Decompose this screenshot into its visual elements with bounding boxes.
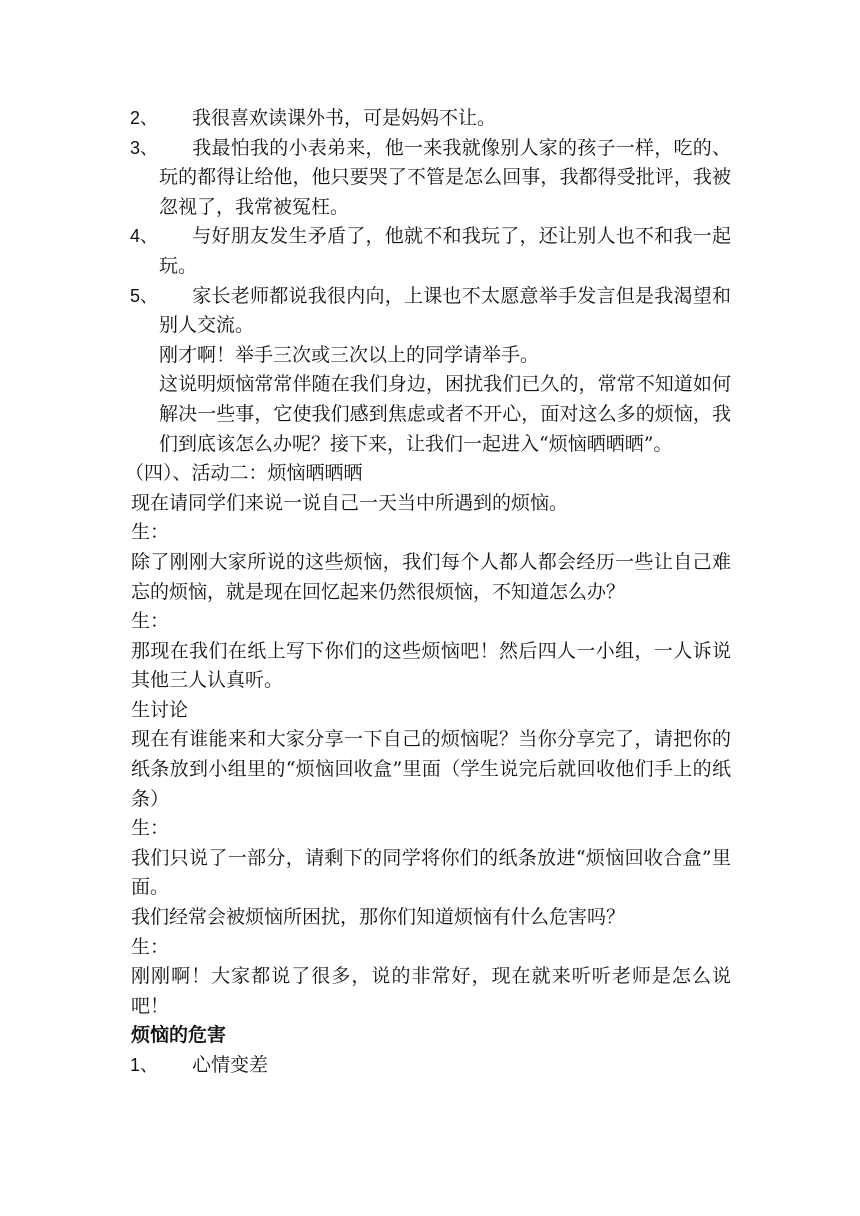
paragraph: 这说明烦恼常常伴随在我们身边，困扰我们已久的，常常不知道如何解决一些事，它使我们感到焦虑或者不开心，面对这么多的烦恼，我们到底该怎么办呢？接下来，让我们一起进入“烦恼晒晒晒”。 — [159, 373, 731, 455]
paragraph: 我们只说了一部分，请剩下的同学将你们的纸条放进“烦恼回收合盒”里面。 — [131, 846, 731, 899]
list-item — [131, 134, 731, 223]
list-number: 2、 — [130, 108, 159, 128]
paragraph: 现在有谁能来和大家分享一下自己的烦恼呢？当你分享完了，请把你的纸条放到小组里的“烦恼回收盒”里面（学生说完后就回收他们手上的纸条） — [131, 728, 731, 810]
paragraph: 刚才啊！举手三次或三次以上的同学请举手。 — [159, 343, 540, 366]
paragraph: 生： — [131, 817, 170, 840]
list-item — [131, 282, 731, 341]
list-text: 我很喜欢读课外书，可是妈妈不让。 — [192, 107, 497, 129]
paragraph: 生： — [131, 935, 170, 958]
paragraph: 除了刚刚大家所说的这些烦恼，我们每个人都人都会经历一些让自己难忘的烦恼，就是现在回忆起来仍然很烦恼，不知道怎么办？ — [131, 550, 731, 603]
list-item — [131, 1051, 731, 1081]
paragraph: 我们经常会被烦恼所困扰，那你们知道烦恼有什么危害吗？ — [131, 906, 626, 929]
list-text: 我最怕我的小表弟来，他一来我就像别人家的孩子一样，吃的、玩的都得让给他，他只要哭了不管是怎么回事，我都得受批评，我被忽视了，我常被冤枉。 — [159, 136, 731, 218]
section-title: （四）、活动二：烦恼晒晒晒 — [125, 462, 363, 485]
list-number: 3、 — [130, 137, 159, 158]
paragraph: 现在请同学们来说一说自己一天当中所遇到的烦恼。 — [131, 491, 569, 514]
list-number: 1、 — [130, 1055, 159, 1075]
list-number: 4、 — [130, 226, 159, 247]
list-text: 家长老师都说我很内向，上课也不太愿意举手发言但是我渴望和别人交流。 — [159, 284, 731, 337]
paragraph: 生： — [131, 610, 170, 633]
harm-heading: 烦恼的危害 — [131, 1024, 227, 1047]
list-number: 5、 — [130, 285, 159, 306]
paragraph: 那现在我们在纸上写下你们的这些烦恼吧！然后四人一小组，一人诉说其他三人认真听。 — [131, 639, 731, 692]
list-text: 心情变差 — [192, 1054, 269, 1076]
paragraph: 生讨论 — [131, 698, 189, 721]
list-item — [131, 222, 731, 281]
paragraph: 刚刚啊！大家都说了很多，说的非常好，现在就来听听老师是怎么说吧！ — [131, 965, 731, 1017]
paragraph: 生： — [131, 521, 170, 544]
list-item — [131, 104, 731, 134]
document-body — [125, 104, 731, 1081]
list-text: 与好朋友发生矛盾了，他就不和我玩了，还让别人也不和我一起玩。 — [159, 225, 731, 277]
